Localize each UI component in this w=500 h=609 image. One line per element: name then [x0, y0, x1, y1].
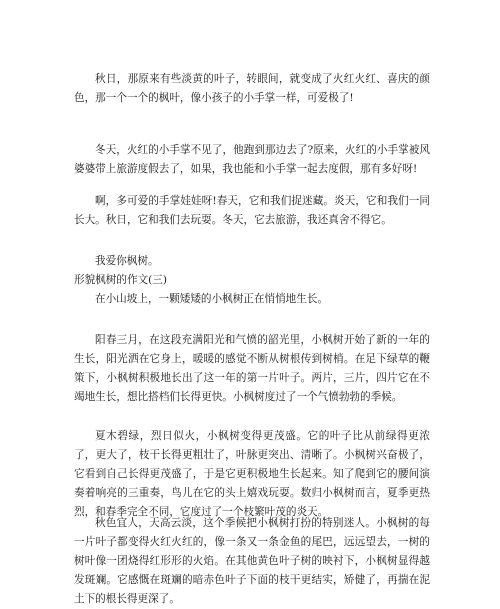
paragraph-autumn: 秋色宜人，天高云淡，这个季候把小枫树打扮的特别迷人。小枫树的每一片叶子都变得火红火红的，像一条又一条金鱼的尾巴，远远望去，一树的树叶像一团烧得红形形的火焰。在其他黄色叶子树的映衬下，小枫树显得越发斑斓。它感慨在斑斓的暗赤色叶子下面的枝干更结实，矫健了，再揣在泥土下的根长得更深了。 [74, 517, 430, 605]
paragraph-spring: 阳春三月，在这段充满阳光和气愤的韶光里，小枫树开始了新的一年的生长，阳光洒在它身上，暖暖的感觉不断从树根传到树梢。在足下绿草的鞭策下，小枫树积极地长出了这一年的第一片叶子。两片，三片，四片它在不竭地生长，想比搭档们长得更快。小枫树度过了一个气愤勃勃的季候。 [74, 334, 430, 403]
paragraph-winter-leaves: 冬天，火红的小手掌不见了，他跑到那边去了?原来，火红的小手掌被风婆婆带上旅游度假去了，如果，我也能和小手掌一起去度假，那有多好呀! [74, 144, 430, 175]
essay-title-three: 形貌枫树的作文(三) [74, 274, 168, 286]
paragraph-autumn-leaves: 秋日，那原来有些淡黄的叶子，转眼间，就变成了火红火红、喜庆的颜色，那一个一个的枫叶，像小孩子的小手掌一样，可爱极了! [74, 73, 430, 104]
paragraph-summer: 夏木碧绿，烈日似火，小枫树变得更茂盛。它的叶子比从前绿得更浓了，更大了，枝干长得更粗壮了，叶脉更突出、清晰了。小枫树兴奋极了，它看到自己长得更茂盛了，于是它更积极地生长起来。知了爬到它的腰间演奏着响亮的三重奏，鸟儿在它的头上嬉戏玩耍。数归小枫树而言，夏季更热烈，和春季完全不同，它度过了一个枝繁叶茂的炎天。 [74, 430, 430, 518]
paragraph-i-love-maple: 我爱你枫树。 [95, 255, 159, 267]
paragraph-hillside: 在小山坡上，一颗矮矮的小枫树正在悄悄地生长。 [95, 293, 329, 305]
paragraph-palm-dolls: 啊，多可爱的手掌娃娃呀!春天，它和我们捉迷藏。炎天，它和我们一同长大。秋日，它和我们去玩耍。冬天，它去旅游，我还真舍不得它。 [74, 195, 430, 226]
